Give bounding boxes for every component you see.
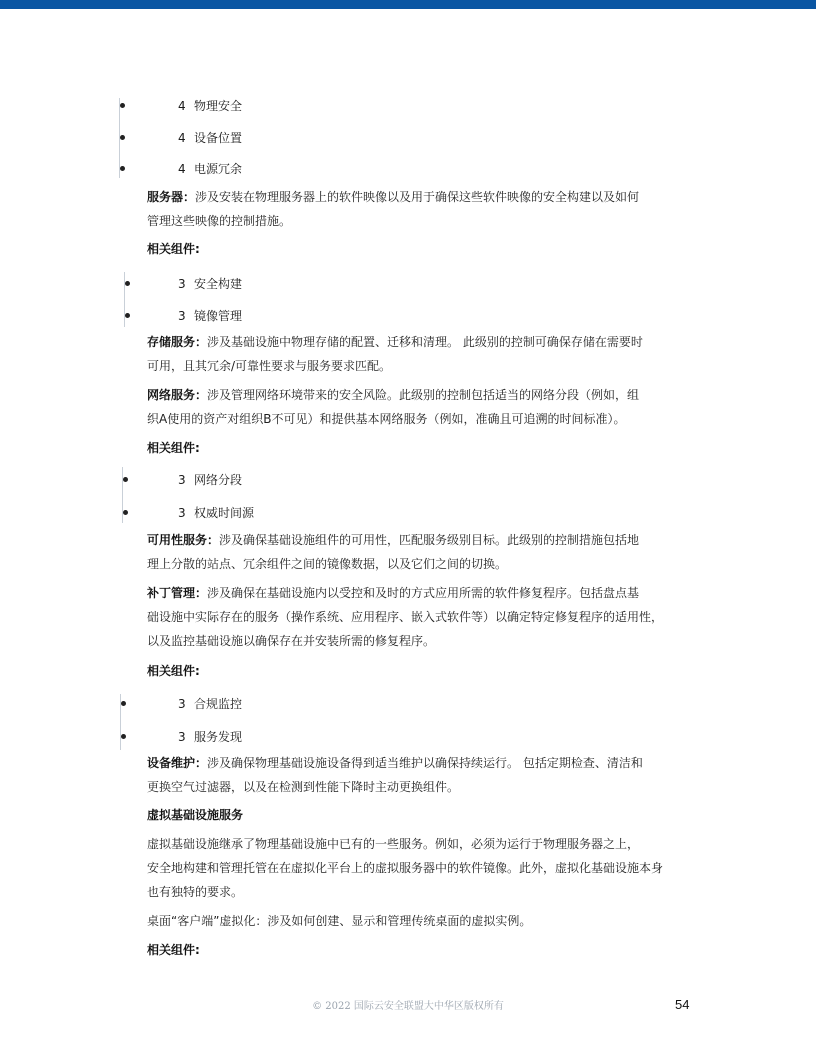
maintenance-paragraph: 设备维护：涉及确保物理基础设施设备得到适当维护以确保持续运行。 包括定期检查、清洁和 更换空气过滤器，以及在检测到性能下降时主动更换组件。 — [147, 756, 643, 794]
list-item: 3 服务发现 — [178, 729, 242, 745]
related-components-heading: 相关组件: — [147, 441, 200, 455]
network-paragraph: 网络服务：涉及管理网络环境带来的安全风险。此级别的控制包括适当的网络分段（例如，组 织A使用的资产对组织B不可见）和提供基本网络服务（例如，准确且可追溯的时间标准）。 — [147, 388, 640, 426]
bullet-list-physical — [119, 98, 243, 178]
desktop-virtualization-paragraph: 桌面“客户端”虚拟化：涉及如何创建、显示和管理传统桌面的虚拟实例。 — [147, 914, 532, 928]
servers-paragraph: 服务器：涉及安装在物理服务器上的软件映像以及用于确保这些软件映像的安全构建以及如何 管理这些映像的控制措施。 — [147, 190, 640, 228]
virtual-infrastructure-heading: 虚拟基础设施服务 — [147, 808, 244, 822]
list-item: 3 合规监控 — [178, 696, 242, 712]
list-item: 3 镜像管理 — [178, 308, 242, 324]
bullet-icon — [121, 734, 126, 739]
related-components-heading: 相关组件: — [147, 664, 200, 678]
related-components-heading: 相关组件: — [147, 943, 200, 957]
top-accent-bar — [0, 0, 816, 9]
list-item: 3 安全构建 — [178, 276, 242, 292]
list-item: 3 权威时间源 — [178, 505, 254, 521]
bullet-icon — [123, 510, 128, 515]
bullet-icon — [120, 135, 125, 140]
page-number: 54 — [675, 997, 690, 1012]
bullet-icon — [120, 166, 125, 171]
bullet-icon — [121, 701, 126, 706]
storage-paragraph: 存储服务：涉及基础设施中物理存储的配置、迁移和清理。 此级别的控制可确保存储在需要时 可用，且其冗余/可靠性要求与服务要求匹配。 — [147, 335, 643, 373]
list-item: 3 网络分段 — [178, 472, 242, 488]
footer-copyright: © 2022 国际云安全联盟大中华区版权所有 — [312, 1001, 504, 1012]
list-item: 4 物理安全 — [178, 98, 242, 114]
list-item: 4 电源冗余 — [178, 161, 242, 177]
patch-management-paragraph: 补丁管理：涉及确保在基础设施内以受控和及时的方式应用所需的软件修复程序。包括盘点基 础设施中实际存在的服务（操作系统、应用程序、嵌入式软件等）以确定特定修复程序的适用性， 以及监控基础设施以确保存在并安装所需的修复程序。 — [147, 586, 664, 648]
list-item: 4 设备位置 — [178, 130, 242, 146]
bullet-list-network — [122, 467, 255, 523]
related-components-heading: 相关组件: — [147, 242, 200, 256]
availability-paragraph: 可用性服务：涉及确保基础设施组件的可用性，匹配服务级别目标。此级别的控制措施包括地 理上分散的站点、冗余组件之间的镜像数据，以及它们之间的切换。 — [147, 533, 640, 571]
virtual-infrastructure-paragraph: 虚拟基础设施继承了物理基础设施中已有的一些服务。例如，必须为运行于物理服务器之上， 安全地构建和管理托管在在虚拟化平台上的虚拟服务器中的软件镜像。此外，虚拟化基础设施本身 也有独特的要求。 — [147, 837, 664, 899]
bullet-icon — [125, 281, 130, 286]
bullet-icon — [125, 313, 130, 318]
bullet-icon — [123, 477, 128, 482]
bullet-list-servers — [124, 272, 243, 327]
bullet-icon — [120, 103, 125, 108]
bullet-list-patch — [120, 694, 243, 750]
